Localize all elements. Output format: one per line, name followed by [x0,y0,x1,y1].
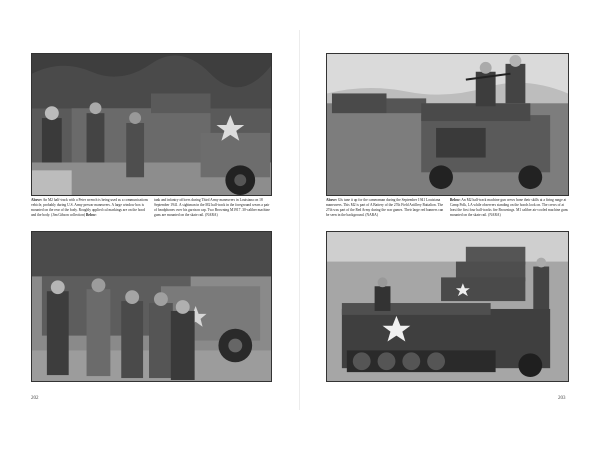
halftrack-communications-image [32,54,271,195]
caption-label-below: Below: [85,212,97,217]
caption-text: tank and infantry officers during Third Army maneuvers in Louisiana on 18 September 1941. A sightman in the M2 half-track in the foreground wears a pair of headphones over his garrison cap. Two Browning M1917 .30-caliber machine guns are mounted on the skate rail. (NARA) [154,198,270,217]
caption-text: An M2 half-track with a Peter wrench is being used as a communications vehicle, probably during U.S. Army prewar maneuvers. A large window box is mounted on the rear of the body. Roughly applied cal markings are on the hood and the body. (Jim Gibson collection) [31,198,149,217]
officers-conference-image [32,232,271,381]
caption-left-col2 [154,198,272,218]
caption-left-col1 [31,198,149,218]
photo-halftrack-column [326,231,569,382]
right-page [300,0,600,450]
photo-officers-conference [31,231,272,382]
caption-right-col2 [450,198,569,218]
caption-right-col1 [326,198,444,218]
caption-label-above: Above: [326,198,337,202]
caption-label-above: Above: [31,198,42,202]
caption-label-below: Below: [450,198,461,202]
page-number-right: 203 [558,396,566,401]
halftrack-column-image [327,232,568,381]
page-number-left: 202 [31,396,39,401]
caption-text: Gls tune it up for the cameraman during the September 1941 Louisiana maneuvers. This M2 is part of A Battery of the 27th Field Artillery Battalion. The 27th was part of the Red Army during the war games. Their large red banners can be seen in the background. (NARA) [326,198,444,217]
caption-text: An M2 half-track machine gun crews hone their skills at a firing range at Camp Polk, LA while observers standing on the hoods look on. The crews of at least the first four half-tracks fire Brownings. M1 caliber air-cooled machine guns mounted on the skate rail. (NARA) [450,198,568,217]
halftrack-crew-grass-image [327,54,568,195]
photo-halftrack-crew-grass [326,53,569,196]
photo-halftrack-communications [31,53,272,196]
